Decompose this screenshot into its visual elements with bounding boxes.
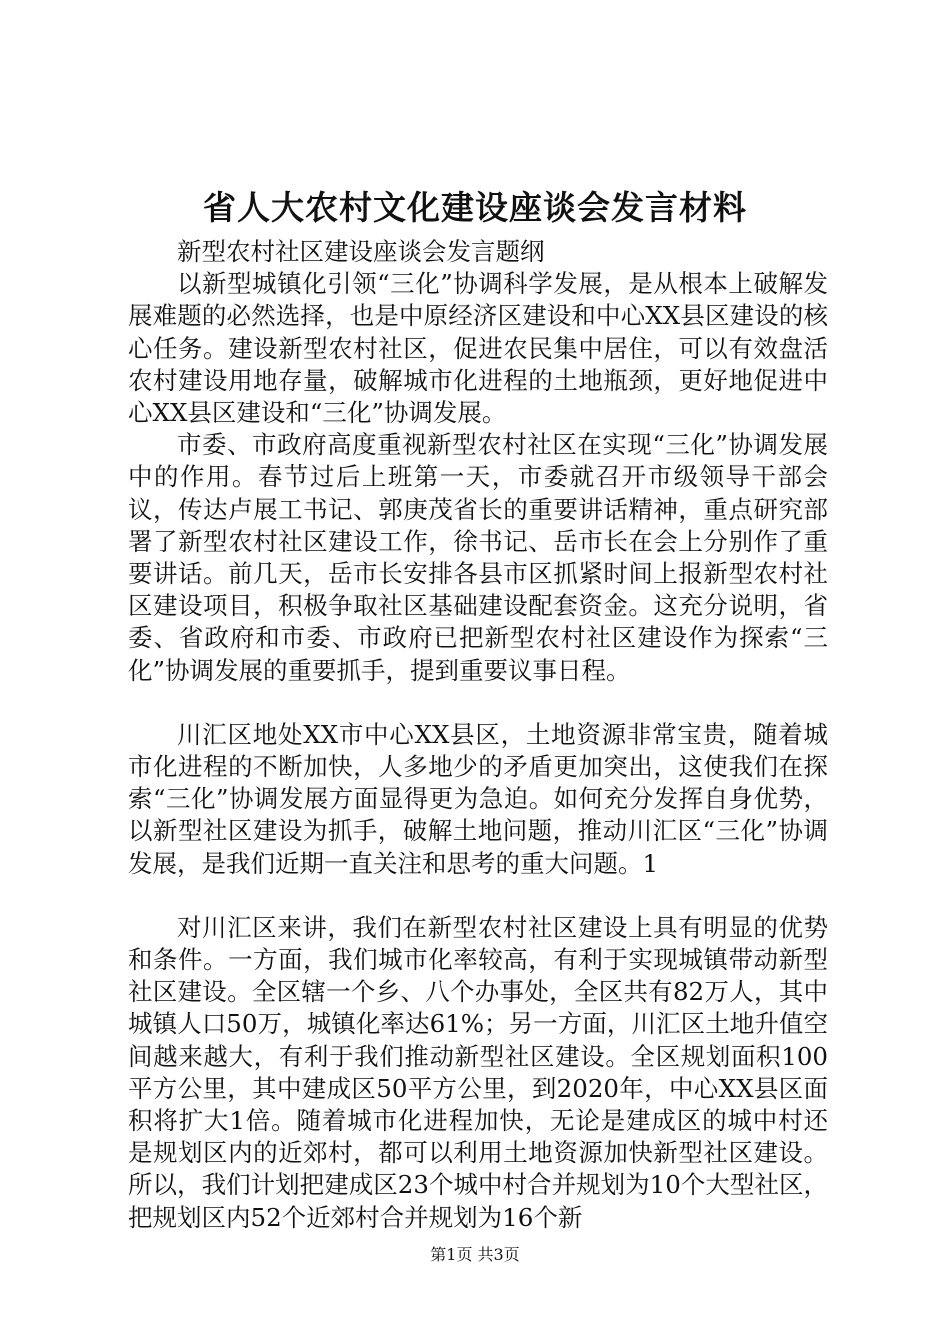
paragraph: 川汇区地处XX市中心XX县区，土地资源非常宝贵，随着城市化进程的不断加快，人多地少的矛盾更加突出，这使我们在探索“三化”协调发展方面显得更为急迫。如何充分发挥自身优势，以新型社区建设为抓手，破解土地问题，推动川汇区“三化”协调发展，是我们近期一直关注和思考的重大问题。1 [128,719,828,878]
document-body [128,236,828,1234]
document-title: 省人大农村文化建设座谈会发言材料 [203,188,747,227]
page-number: 第1页 共3页 [430,1245,520,1264]
paragraph-subtitle: 新型农村社区建设座谈会发言题纲 [177,237,545,266]
paragraph: 以新型城镇化引领“三化”协调科学发展，是从根本上破解发展难题的必然选择，也是中原经济区建设和中心XX县区建设的核心任务。建设新型农村社区，促进农民集中居住，可以有效盘活农村建设用地存量，破解城市化进程的土地瓶颈，更好地促进中心XX县区建设和“三化”协调发展。 [128,269,828,428]
paragraph: 对川汇区来讲，我们在新型农村社区建设上具有明显的优势和条件。一方面，我们城市化率较高，有利于实现城镇带动新型社区建设。全区辖一个乡、八个办事处，全区共有82万人，其中城镇人口50万，城镇化率达61%；另一方面，川汇区土地升值空间越来越大，有利于我们推动新型社区建设。全区规划面积100平方公里，其中建成区50平方公里，到2020年，中心XX县区面积将扩大1倍。随着城市化进程加快，无论是建成区的城中村还是规划区内的近郊村，都可以利用土地资源加快新型社区建设。所以，我们计划把建成区23个城中村合并规划为10个大型社区，把规划区内52个近郊村合并规划为16个新 [128,912,828,1232]
paragraph: 市委、市政府高度重视新型农村社区在实现“三化”协调发展中的作用。春节过后上班第一天，市委就召开市级领导干部会议，传达卢展工书记、郭庚茂省长的重要讲话精神，重点研究部署了新型农村社区建设工作，徐书记、岳市长在会上分别作了重要讲话。前几天，岳市长安排各县市区抓紧时间上报新型农村社区建设项目，积极争取社区基础建设配套资金。这充分说明，省委、省政府和市委、市政府已把新型农村社区建设作为探索“三化”协调发展的重要抓手，提到重要议事日程。 [128,430,828,685]
